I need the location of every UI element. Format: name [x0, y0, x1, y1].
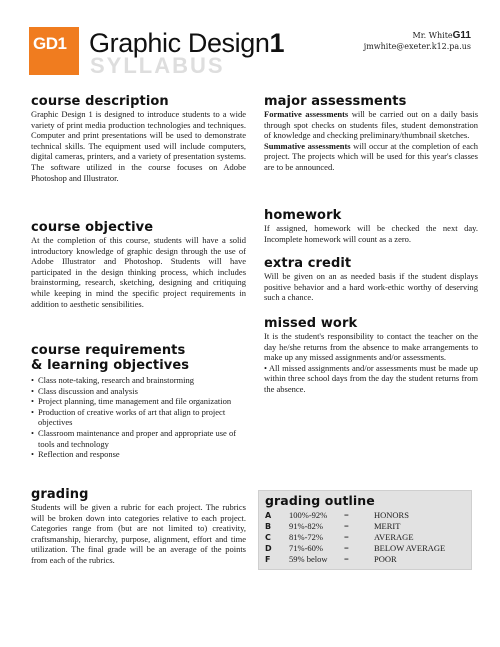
grade-label: AVERAGE: [374, 532, 414, 542]
list-item: • Class note-taking, research and brainstorming: [31, 375, 246, 386]
grading-outline-heading: grading outline: [265, 493, 375, 508]
grade-range: 59% below: [289, 554, 328, 564]
list-item: • Project planning, time management and file organization: [31, 396, 246, 407]
title-number: 1: [269, 28, 285, 58]
extra-credit-text: Will be given on an as needed basis if the student displays positive behavior and a hard work-ethic worthy of deserving such a chance.: [264, 271, 478, 303]
grade-letter: A: [265, 511, 272, 520]
grade-equals: =: [344, 510, 349, 520]
table-row: [265, 521, 445, 532]
teacher-info: [364, 30, 471, 52]
grade-letter: D: [265, 544, 272, 553]
homework-heading: homework: [264, 208, 342, 223]
grade-label: HONORS: [374, 510, 409, 520]
summative-label: Summative assessments: [264, 140, 351, 151]
grade-letter: B: [265, 522, 272, 531]
grade-equals: =: [344, 521, 349, 531]
summative-text: [264, 141, 478, 173]
extra-credit-heading: extra credit: [264, 256, 352, 271]
formative-text: [264, 109, 478, 141]
grade-letter: F: [265, 555, 271, 564]
grade-label: MERIT: [374, 521, 401, 531]
table-row: [265, 554, 445, 565]
summative-description: will occur at the completion of each project. The projects which will be used for this year's classes are to be announced.: [264, 140, 478, 172]
teacher-grade: G11: [452, 30, 471, 41]
missed-work-heading: missed work: [264, 316, 358, 331]
grade-range: 71%-60%: [289, 543, 323, 553]
course-objective-section: [31, 220, 246, 309]
table-row: [265, 510, 445, 521]
page-title: [89, 28, 284, 59]
grade-label: BELOW AVERAGE: [374, 543, 446, 553]
course-description-section: [31, 94, 246, 183]
formative-label: Formative assessments: [264, 109, 349, 119]
grading-outline-box: [258, 490, 472, 570]
homework-text: If assigned, homework will be checked the next day. Incomplete homework will count as a zero.: [264, 223, 478, 244]
missed-work-section: [264, 316, 478, 395]
grade-range: 91%-82%: [289, 521, 323, 531]
table-row: [265, 532, 445, 543]
list-item: • Production of creative works of art that align to project objectives: [31, 407, 246, 428]
grade-label: POOR: [374, 554, 397, 564]
grade-letter: C: [265, 533, 271, 542]
grade-equals: =: [344, 532, 349, 542]
list-item: • Class discussion and analysis: [31, 386, 246, 397]
grading-outline-table: [265, 510, 445, 565]
teacher-email[interactable]: jmwhite@exeter.k12.pa.us: [363, 42, 471, 51]
grade-range: 81%-72%: [289, 532, 323, 542]
grade-range: 100%-92%: [289, 510, 328, 520]
list-item: • Classroom maintenance and proper and appropriate use of tools and technology: [31, 428, 246, 449]
missed-work-bullet: • All missed assignments and/or assessments must be made up within three school days from the day the student returns from the absence.: [264, 362, 478, 394]
requirements-heading-line1: course requirements: [31, 343, 186, 358]
missed-work-text: It is the student's responsibility to contact the teacher on the day he/she returns from the absence to make arrangements to make up any missed assignments and/or assessments.: [264, 331, 478, 363]
title-main: Graphic Design: [89, 28, 270, 58]
course-objective-heading: course objective: [31, 220, 154, 235]
requirements-heading-line2: & learning objectives: [31, 358, 190, 373]
course-objective-text: At the completion of this course, students will have a solid introductory knowledge of graphic design through the use of Adobe Illustrator and Photoshop. Students will have participated in the design thinking process, which includes brainstorming, research, sketching, designing and critiquing while keeping in mind the specific project requirements in addition to aesthetic sensibilities.: [31, 235, 246, 309]
grading-heading: grading: [31, 487, 89, 502]
table-row: [265, 543, 445, 554]
syllabus-subtitle: SYLLABUS: [90, 53, 225, 78]
course-logo-text: GD1: [33, 34, 67, 53]
extra-credit-section: [264, 256, 478, 303]
course-description-heading: course description: [31, 94, 169, 109]
grading-section: [31, 487, 246, 566]
homework-section: [264, 208, 478, 244]
major-assessments-heading: major assessments: [264, 94, 407, 109]
grade-equals: =: [344, 554, 349, 564]
list-item: • Reflection and response: [31, 449, 246, 460]
course-description-text: Graphic Design 1 is designed to introduce students to a wide variety of print media production technologies and techniques. Computer and print presentations will be used to demonstrate technical skills. The equipment used will include computers, digital cameras, printers, and a variety of presentation systems. The software utilized in the course focuses on Adobe Photoshop and Illustrator.: [31, 109, 246, 183]
grading-text: Students will be given a rubric for each project. The rubrics will be broken down into categories relative to each project. Categories range from (but are not limited to) creativity, craftsmanship, hierarchy, purpose, alignment, effort and time utilization. The final grade will be an average of the points from each of the rubrics.: [31, 502, 246, 565]
formative-description: will be carried out on a daily basis through spot checks on students files, student demonstration of knowledge and checking preliminary/thumbnail sketches.: [264, 109, 479, 141]
requirements-section: [31, 343, 246, 460]
grade-equals: =: [344, 543, 349, 553]
teacher-name: Mr. White: [412, 31, 453, 40]
requirements-list: [31, 375, 246, 460]
major-assessments-section: [264, 94, 478, 173]
